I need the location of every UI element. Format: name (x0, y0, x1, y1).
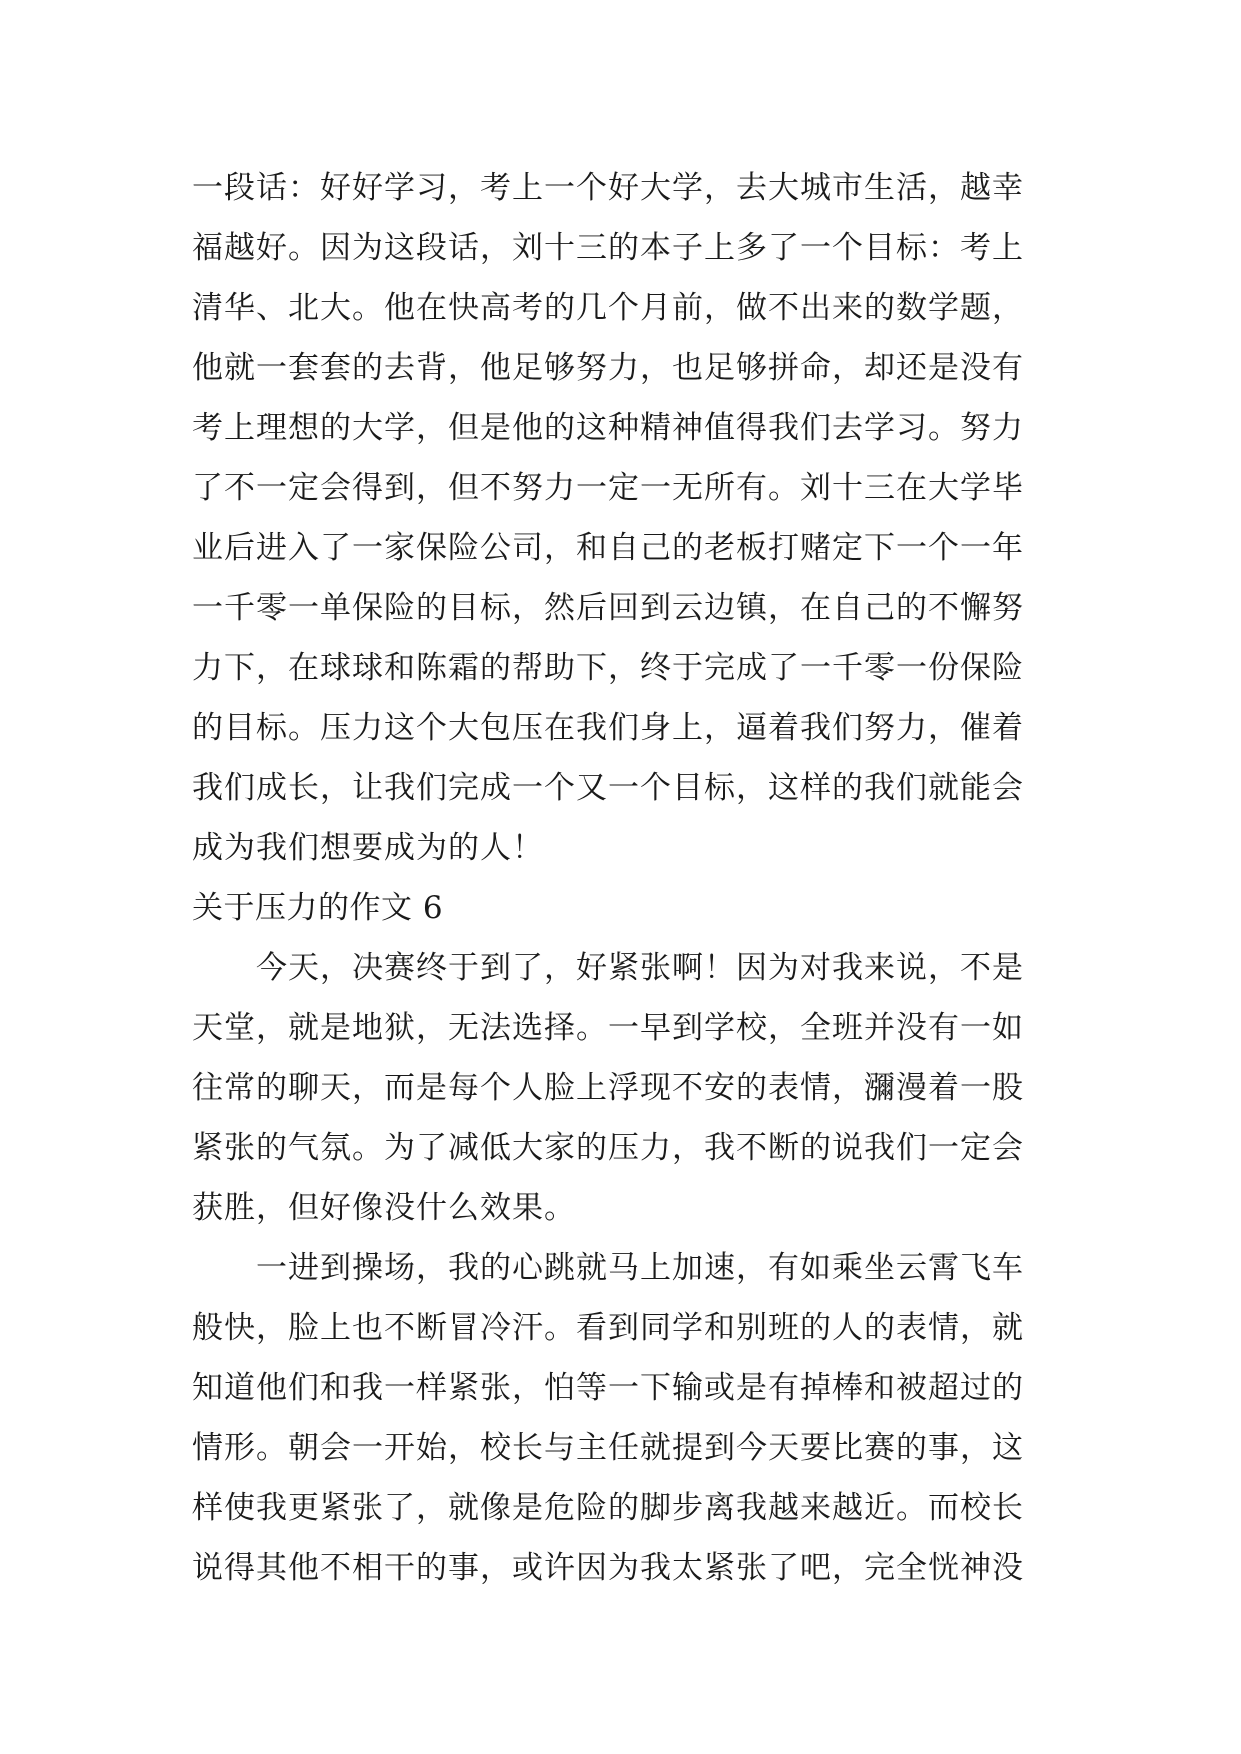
text-line: 说得其他不相干的事，或许因为我太紧张了吧，完全恍神没 (192, 1550, 1024, 1586)
text-line: 知道他们和我一样紧张，怕等一下输或是有掉棒和被超过的 (192, 1370, 1024, 1406)
text-line: 一段话：好好学习，考上一个好大学，去大城市生活，越幸 (192, 170, 1024, 206)
text-line: 情形。朝会一开始，校长与主任就提到今天要比赛的事，这 (192, 1430, 1024, 1466)
text-line: 紧张的气氛。为了减低大家的压力，我不断的说我们一定会 (192, 1130, 1024, 1166)
text-line: 今天，决赛终于到了，好紧张啊！因为对我来说，不是 (192, 950, 1024, 986)
text-line: 天堂，就是地狱，无法选择。一早到学校，全班并没有一如 (192, 1010, 1024, 1046)
paragraph-2 (192, 1238, 1072, 1598)
text-line: 考上理想的大学，但是他的这种精神值得我们去学习。努力 (192, 410, 1024, 446)
text-line: 我们成长，让我们完成一个又一个目标，这样的我们就能会 (192, 770, 1024, 806)
text-line: 清华、北大。他在快高考的几个月前，做不出来的数学题， (192, 290, 1024, 326)
document-page (192, 158, 1072, 1598)
text-line: 的目标。压力这个大包压在我们身上，逼着我们努力，催着 (192, 710, 1024, 746)
text-line: 样使我更紧张了，就像是危险的脚步离我越来越近。而校长 (192, 1490, 1024, 1526)
continued-paragraph (192, 158, 1072, 878)
text-line: 业后进入了一家保险公司，和自己的老板打赌定下一个一年 (192, 530, 1024, 566)
text-line: 他就一套套的去背，他足够努力，也足够拼命，却还是没有 (192, 350, 1024, 386)
text-line: 往常的聊天，而是每个人脸上浮现不安的表情，瀰漫着一股 (192, 1070, 1024, 1106)
section-title: 关于压力的作文 6 (192, 890, 444, 926)
text-line: 力下，在球球和陈霜的帮助下，终于完成了一千零一份保险 (192, 650, 1024, 686)
text-line: 一进到操场，我的心跳就马上加速，有如乘坐云霄飞车 (192, 1250, 1024, 1286)
text-line: 般快，脸上也不断冒冷汗。看到同学和别班的人的表情，就 (192, 1310, 1024, 1346)
text-line: 一千零一单保险的目标，然后回到云边镇，在自己的不懈努 (192, 590, 1024, 626)
paragraph-1 (192, 938, 1072, 1238)
text-line: 福越好。因为这段话，刘十三的本子上多了一个目标：考上 (192, 230, 1024, 266)
text-line: 成为我们想要成为的人！ (192, 830, 544, 866)
text-line: 获胜，但好像没什么效果。 (192, 1190, 576, 1226)
text-line: 了不一定会得到，但不努力一定一无所有。刘十三在大学毕 (192, 470, 1024, 506)
